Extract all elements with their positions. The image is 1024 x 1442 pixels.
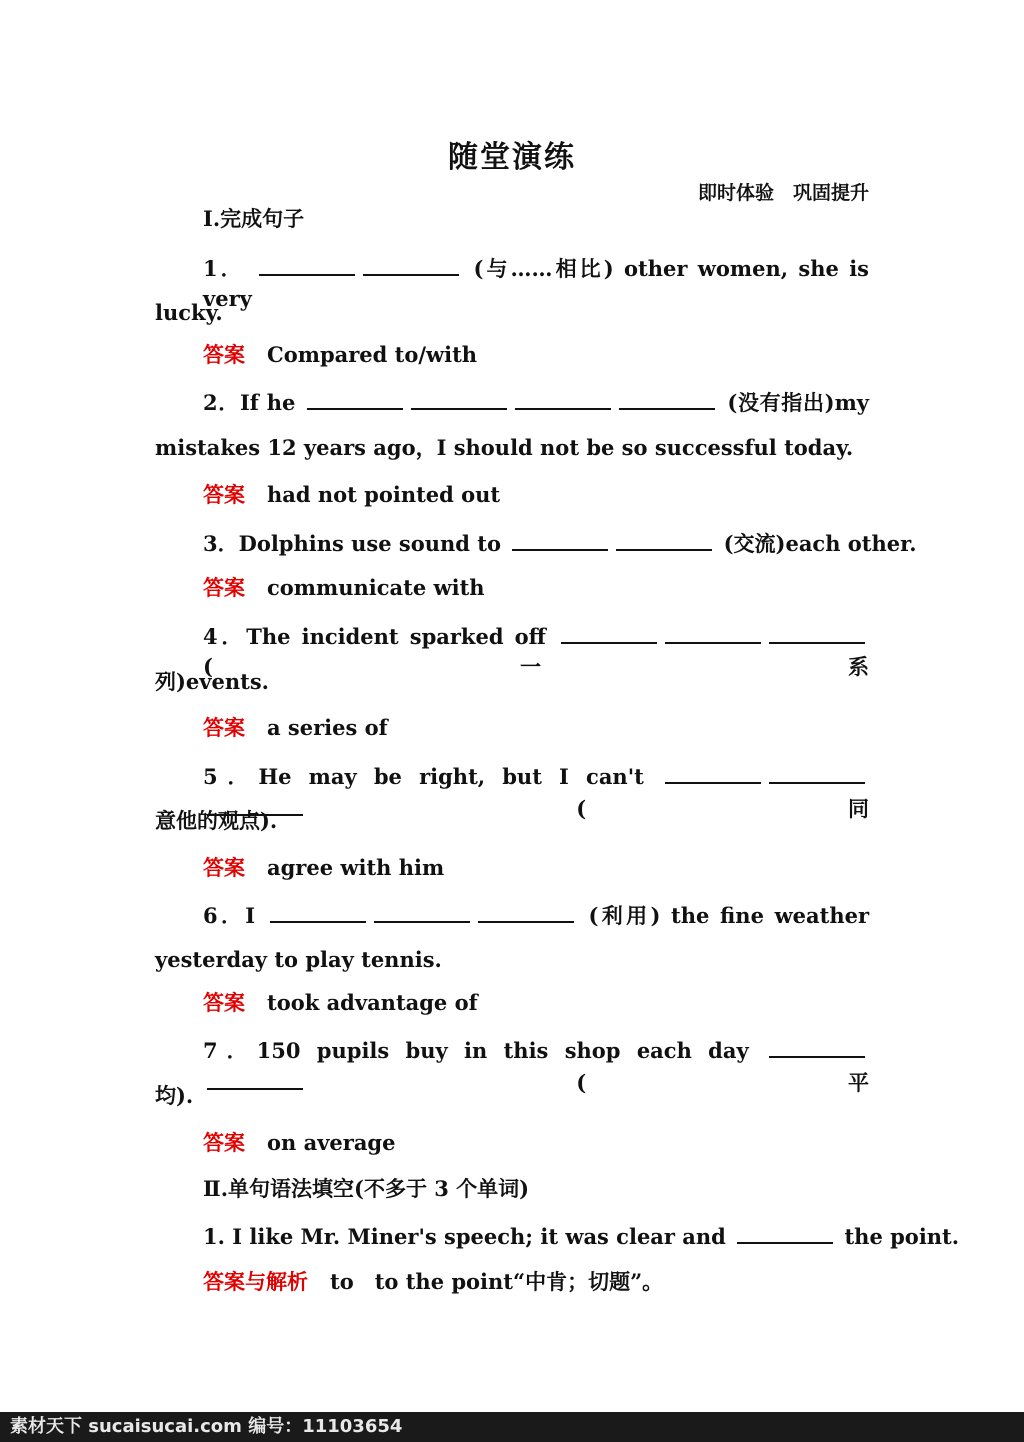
answer-label: 答案 <box>203 990 245 1015</box>
page-subtitle: 即时体验 巩固提升 <box>697 182 869 204</box>
question-6 <box>203 899 869 931</box>
answer-blank <box>665 620 761 644</box>
answer-7 <box>203 1128 869 1158</box>
answer-blank <box>515 386 611 410</box>
question-text: 1． <box>203 256 245 281</box>
answer-blank <box>307 386 403 410</box>
answer-4 <box>203 713 869 743</box>
question-text: 2．If he <box>203 390 296 415</box>
answer-analysis-label: 答案与解析 <box>203 1269 308 1294</box>
question-text: (交流)each other. <box>723 531 917 556</box>
answer-text: a series of <box>267 715 388 740</box>
answer-blank <box>411 386 507 410</box>
question-text: (利用) the fine weather <box>588 903 870 928</box>
answer-blank <box>665 760 761 784</box>
answer-blank <box>374 899 470 923</box>
answer-text: communicate with <box>267 575 485 600</box>
answer-3 <box>203 573 869 603</box>
answer-blank <box>478 899 574 923</box>
answer-text: agree with him <box>267 855 445 880</box>
answer-blank <box>270 899 366 923</box>
question-3 <box>203 527 917 559</box>
answer-5 <box>203 853 869 883</box>
answer-label: 答案 <box>203 342 245 367</box>
question-4-continued: 列)events. <box>155 669 269 694</box>
question-5-continued: 意他的观点). <box>155 808 278 833</box>
answer-text: had not pointed out <box>267 482 501 507</box>
answer-blank <box>769 620 865 644</box>
question-2-continued: mistakes 12 years ago，I should not be so successful today. <box>155 435 854 460</box>
answer-blank <box>259 252 355 276</box>
section-heading-1: Ⅰ.完成句子 <box>203 206 305 231</box>
question-text: 1. I like Mr. Miner's speech; it was clear and <box>203 1224 726 1249</box>
page-title: 随堂演练 <box>448 140 576 175</box>
answer-2 <box>203 480 869 510</box>
section2-answer-1 <box>203 1267 869 1297</box>
question-text: (一系 <box>203 654 869 679</box>
question-text: 4．The incident sparked off <box>203 624 546 649</box>
question-7-continued: 均). <box>155 1083 194 1108</box>
answer-text: to to the point“中肯；切题”。 <box>330 1269 664 1294</box>
answer-blank <box>769 1034 865 1058</box>
answer-blank <box>561 620 657 644</box>
answer-label: 答案 <box>203 575 245 600</box>
answer-1 <box>203 340 869 370</box>
answer-blank <box>616 527 712 551</box>
question-text: (同 <box>576 796 869 821</box>
question-text: (没有指出)my <box>727 390 869 415</box>
question-text: 6．I <box>203 903 256 928</box>
answer-blank <box>619 386 715 410</box>
answer-blank <box>737 1220 833 1244</box>
question-text: (平 <box>576 1070 869 1095</box>
answer-label: 答案 <box>203 855 245 880</box>
question-text: 7．150 pupils buy in this shop each day <box>203 1038 749 1063</box>
answer-text: took advantage of <box>267 990 478 1015</box>
answer-6 <box>203 988 869 1018</box>
question-text: 5．He may be right, but I can't <box>203 764 644 789</box>
answer-text: on average <box>267 1130 396 1155</box>
question-2 <box>203 386 869 418</box>
answer-label: 答案 <box>203 1130 245 1155</box>
question-6-continued: yesterday to play tennis. <box>155 947 442 972</box>
question-1-continued: lucky. <box>155 300 223 325</box>
answer-blank <box>769 760 865 784</box>
section2-question-1 <box>203 1220 960 1252</box>
question-text: the point. <box>844 1224 960 1249</box>
answer-label: 答案 <box>203 715 245 740</box>
answer-text: Compared to/with <box>267 342 478 367</box>
watermark-footer: 素材天下 sucaisucai.com 编号：11103654 <box>0 1412 1024 1442</box>
answer-blank <box>512 527 608 551</box>
answer-label: 答案 <box>203 482 245 507</box>
question-text: (与……相比) other women, she is very <box>203 256 870 311</box>
question-text: 3．Dolphins use sound to <box>203 531 501 556</box>
section-heading-2: Ⅱ.单句语法填空(不多于 3 个单词) <box>203 1176 530 1201</box>
answer-blank <box>363 252 459 276</box>
